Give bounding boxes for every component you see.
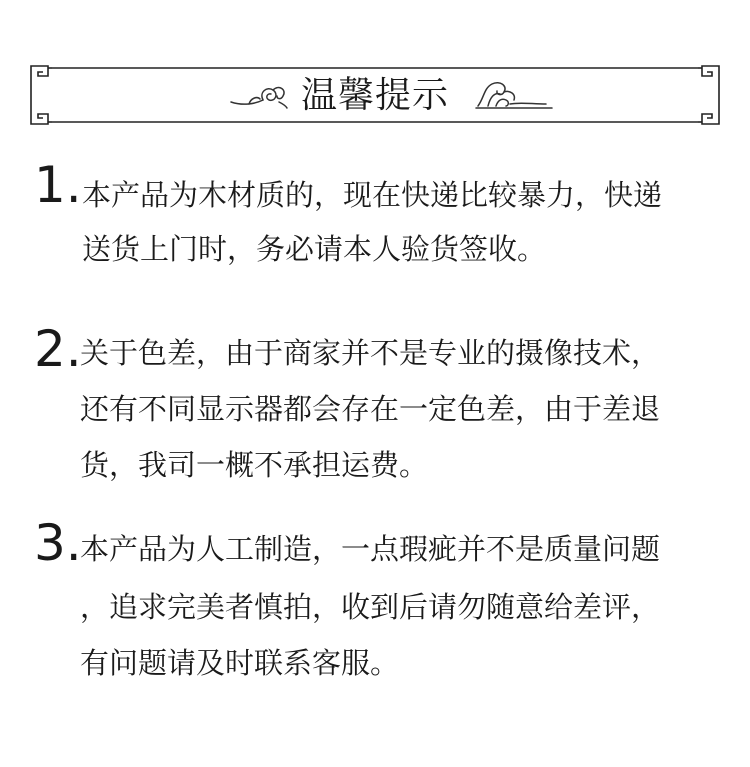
- notice-line: 关于色差，由于商家并不是专业的摄像技术，: [80, 336, 661, 370]
- notice-line: 货，我司一概不承担运费。: [80, 448, 429, 482]
- notice-line: 本产品为木材质的，现在快递比较暴力，快递: [82, 178, 663, 212]
- notice-line: 还有不同显示器都会存在一定色差，由于差退: [80, 392, 661, 426]
- notice-line: 送货上门时，务必请本人验货签收。: [82, 232, 547, 266]
- notice-number: 2.: [34, 320, 82, 378]
- title-banner: [30, 64, 720, 126]
- notice-line: 有问题请及时联系客服。: [80, 646, 400, 680]
- notice-number: 3.: [34, 514, 82, 572]
- notice-line: ，追求完美者慎拍，收到后请勿随意给差评，: [80, 590, 661, 624]
- page-title: 温馨提示: [300, 75, 449, 116]
- notice-line: 本产品为人工制造，一点瑕疵并不是质量问题: [80, 532, 661, 566]
- notice-number: 1.: [34, 156, 82, 214]
